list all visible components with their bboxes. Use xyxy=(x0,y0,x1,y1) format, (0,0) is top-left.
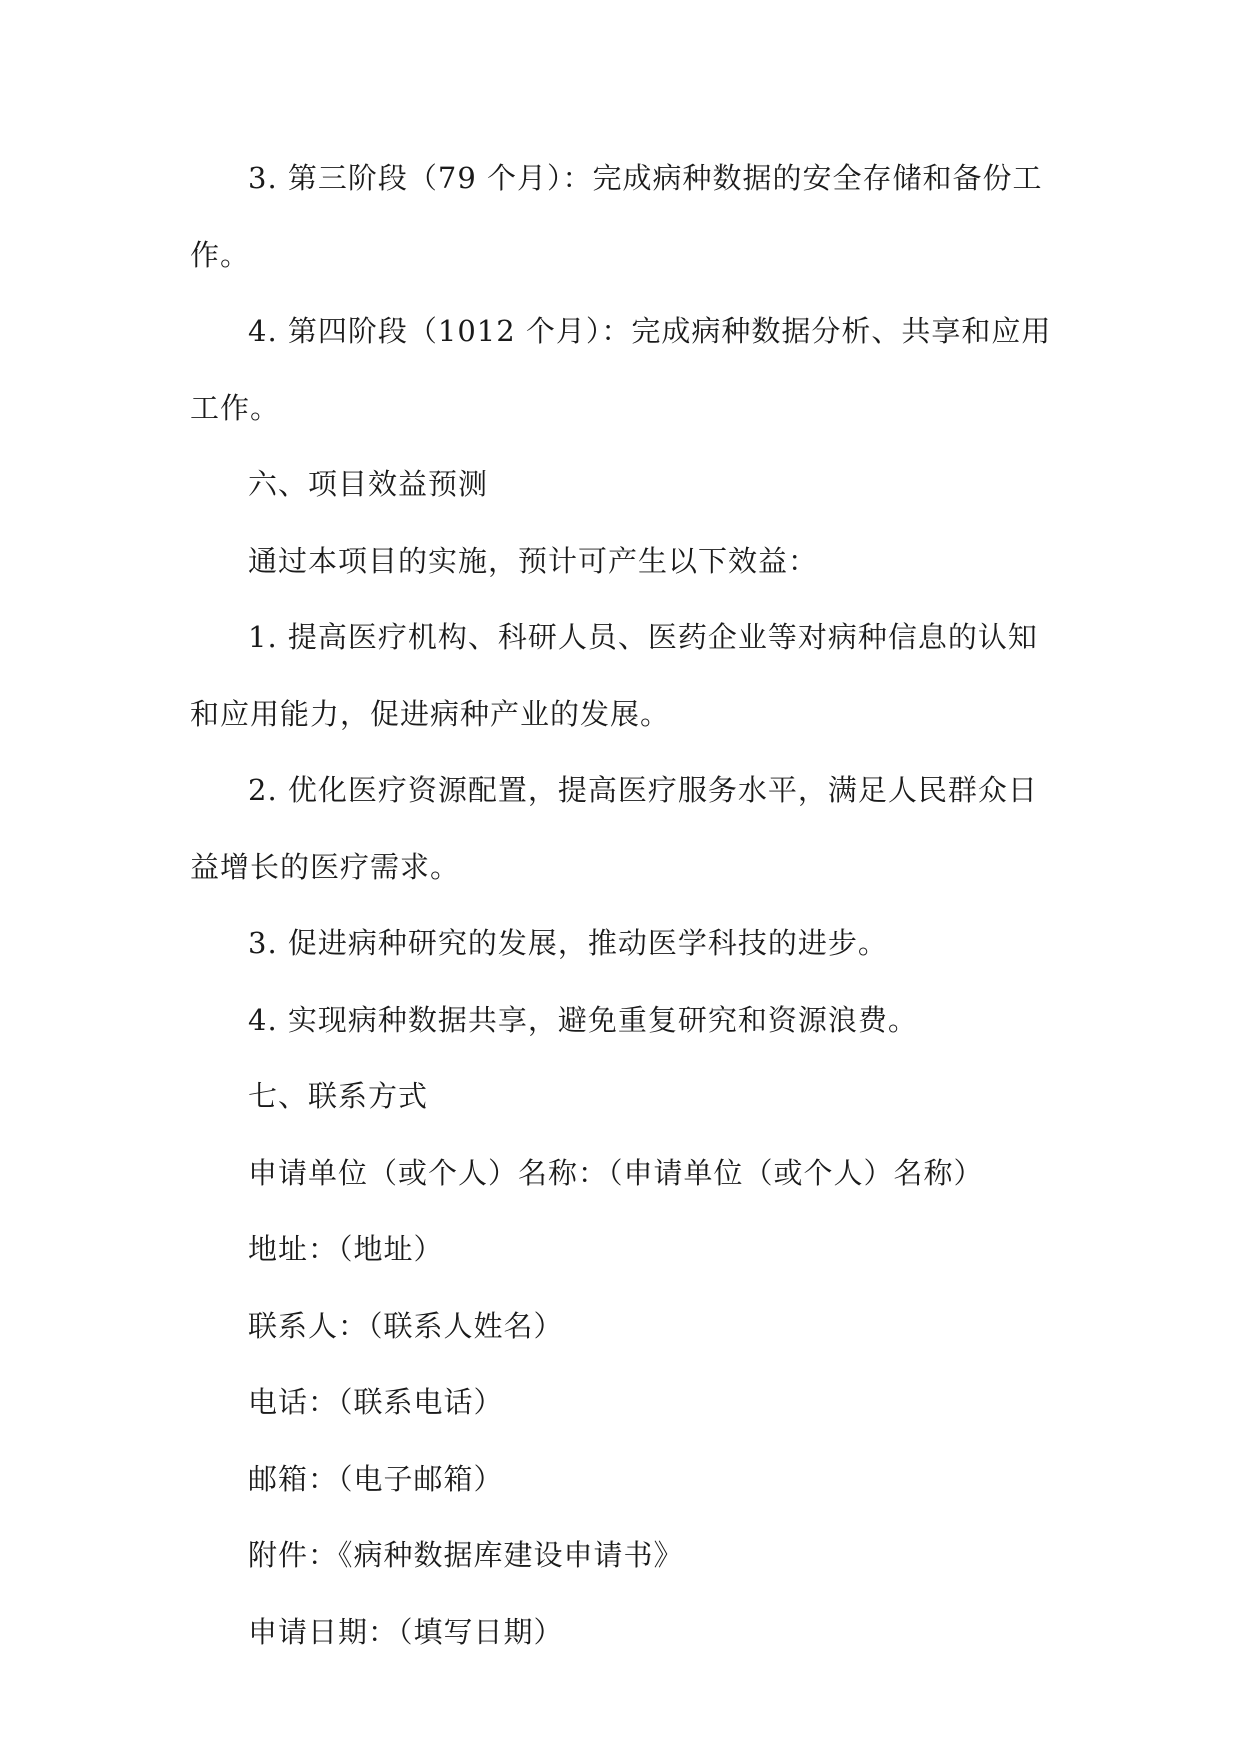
attachment-line: 附件：《病种数据库建设申请书》 xyxy=(248,1538,684,1572)
phase-3-item: 3. 第三阶段（79 个月）：完成病种数据的安全存储和备份工作。 xyxy=(190,161,1043,272)
benefit-item-3: 3. 促进病种研究的发展，推动医学科技的进步。 xyxy=(248,926,888,960)
section-heading-benefits: 六、项目效益预测 xyxy=(248,467,489,501)
contact-person: 联系人：（联系人姓名） xyxy=(248,1308,564,1343)
benefits-intro: 通过本项目的实施，预计可产生以下效益： xyxy=(248,543,819,578)
contact-phone: 电话：（联系电话） xyxy=(248,1385,504,1419)
application-date: 申请日期：（填写日期） xyxy=(248,1614,564,1649)
benefit-item-2: 2. 优化医疗资源配置，提高医疗服务水平，满足人民群众日益增长的医疗需求。 xyxy=(190,773,1038,884)
document-body xyxy=(190,140,1058,1670)
phase-4-item: 4. 第四阶段（1012 个月）：完成病种数据分析、共享和应用工作。 xyxy=(190,314,1052,425)
benefit-item-1: 1. 提高医疗机构、科研人员、医药企业等对病种信息的认知和应用能力，促进病种产业的发展。 xyxy=(190,620,1038,731)
section-heading-contact: 七、联系方式 xyxy=(248,1079,429,1113)
benefit-item-4: 4. 实现病种数据共享，避免重复研究和资源浪费。 xyxy=(248,1002,918,1037)
contact-email: 邮箱：（电子邮箱） xyxy=(248,1461,504,1496)
contact-applicant-name: 申请单位（或个人）名称：（申请单位（或个人）名称） xyxy=(248,1155,984,1190)
contact-address: 地址：（地址） xyxy=(248,1232,444,1266)
